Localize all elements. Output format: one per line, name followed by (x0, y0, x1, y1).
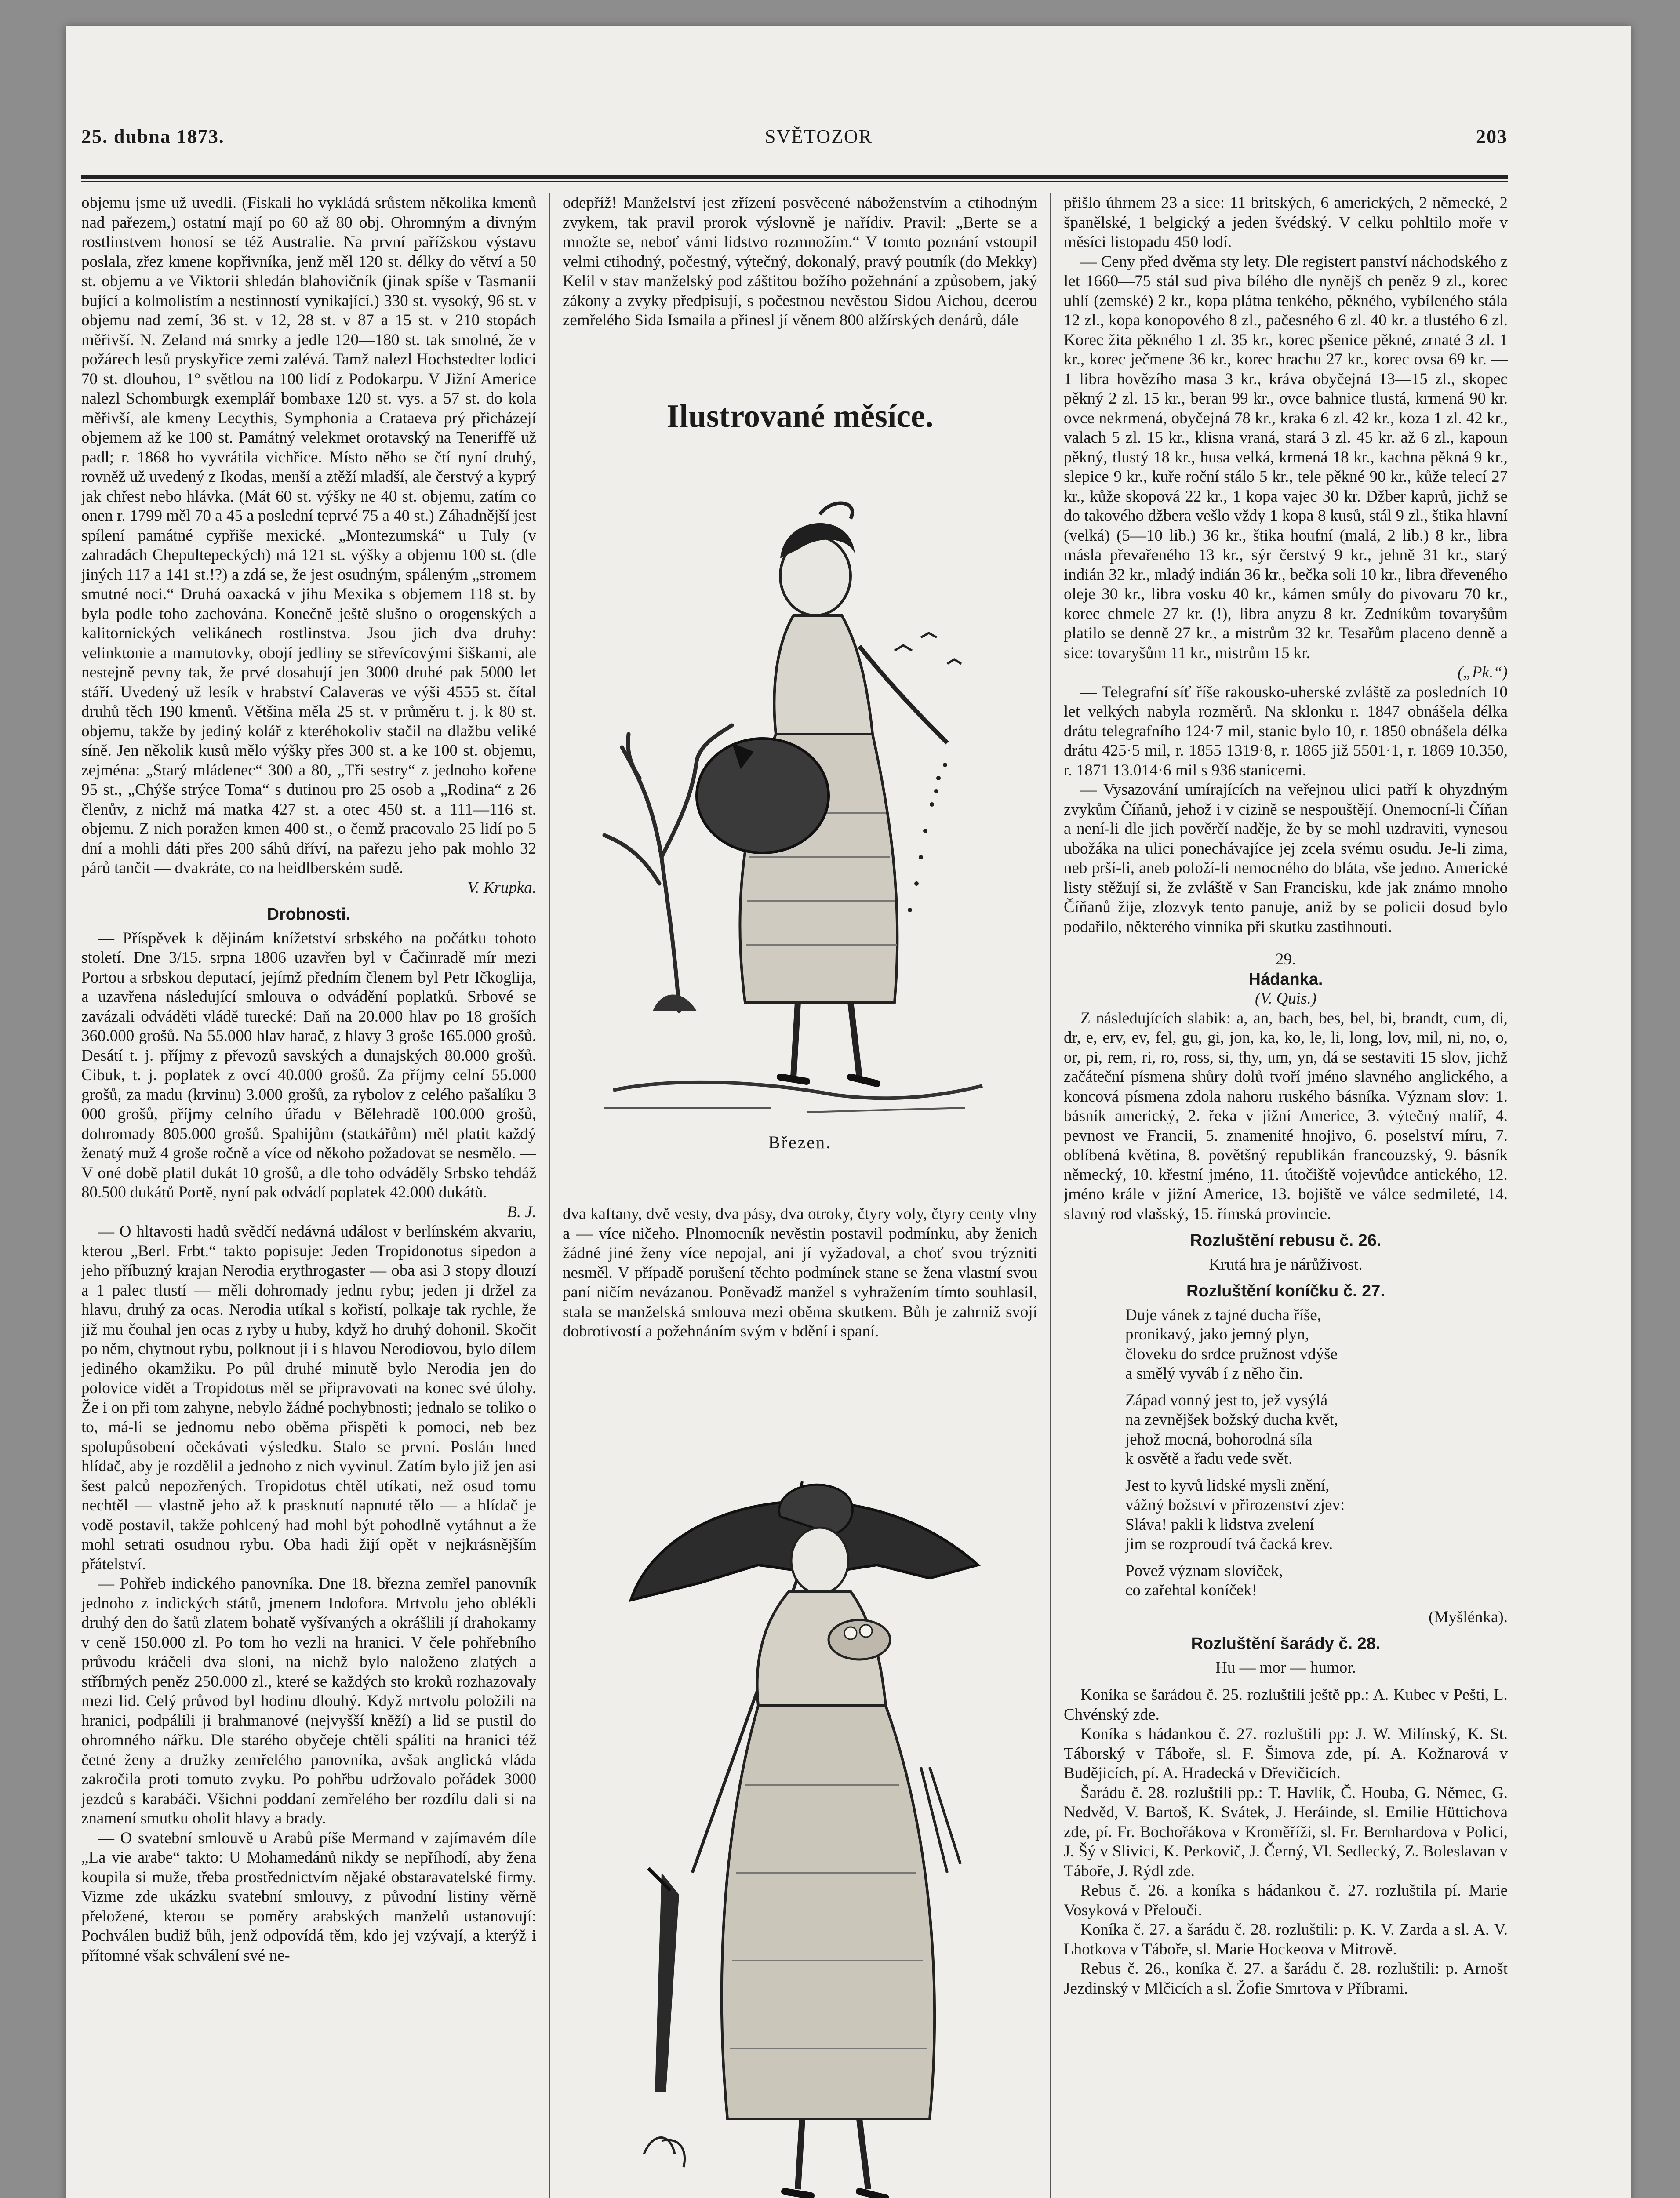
illustration-april (613, 1433, 1009, 2198)
article-paragraph: — Vysazování umírajících na veřejnou ulici patří k ohyzdným zvykům Číňanů, jehož i v cizině se nespouštějí. Onemocní-li Číňan a není-li dle jich pověrčí naděje, že by se mohl uzdraviti, vynesou ubožáka na ulici ponechávajíce jej zcela svému osudu. Je-li zima, neb prší-li, aneb položí-li nemocného do bláta, vše jedno. Americké listy stěžují si, že zvláště v San Francisku, kde jak známo mnoho Číňanů žije, zlozvyk tento panuje, aniž by se policii dosud bylo podařilo, některého vinníka při skutku zastihnouti. (1064, 781, 1508, 936)
header-rule-thin (81, 181, 1508, 182)
column-right (1064, 193, 1508, 2198)
article-paragraph: — Pohřeb indického panovníka. Dne 18. března zemřel panovník jednoho z indických států, jmenem Indofora. Mrtvolu jeho oblékli druhý den do šatů zlatem bohatě vyšívaných a okrášlili jí drahokamy v ceně 150.000 zl. Po tom ho vezli na hranici. V čele pohřebního průvodu kráčeli dva sloni, na nichž bylo naloženo zlatých a stříbrných peněz 250.000 zl., které se každých sto kroků rozhazovaly mezi lid. Celý průvod byl hodinu dlouhý. Když mrtvolu položili na hranici, podpálili ji brahmanové (nejvyšší kněží) a lid se pustil do ohromného nářku. Dle starého obyčeje chtěli spáliti na hranici též četné ženy a družky zemřelého panovníka, avšak anglická vláda zakročila proti tomuto zvyku. Po pohřbu udržovalo pořádek 3000 jezdců s karabáči. Všichni poddaní zemřelého ber rozdílu dali si na znamení smutku oholit hlavy a brady. (81, 1575, 536, 1827)
illustration-caption: Březen. (768, 1132, 832, 1152)
solvers-list: Koníka č. 27. a šarádu č. 28. rozluštili: p. K. V. Zarda a sl. A. V. Lhotkova v Táboře, sl. Marie Hockeova v Mitrově. (1064, 1921, 1508, 1958)
article-paragraph: přišlo úhrnem 23 a sice: 11 britských, 6 amerických, 2 německé, 2 španělské, 1 belgický a jeden švédský. V celku pohltilo moře v měsíci listopadu 450 lodí. (1064, 194, 1508, 251)
column-divider (1050, 193, 1051, 2198)
page-header (81, 125, 1508, 165)
solvers-list: Koníka s hádankou č. 27. rozluštili pp: J. W. Milínský, K. St. Táborský v Táboře, sl. F. Šimova zde, pí. A. Kožnarová v Budějicích, pí. A. Hradecká v Dřevičicích. (1064, 1725, 1508, 1782)
illustration-march (587, 462, 1004, 1139)
solvers-list: Rebus č. 26., koníka č. 27. a šarádu č. 28. rozluštili: p. Arnošt Jezdinský v Mlčicích a sl. Žofie Smrtova v Příbrami. (1064, 1960, 1508, 1998)
poem-source: (Myšlénka). (1429, 1608, 1508, 1626)
journal-title: SVĚTOZOR (765, 126, 873, 147)
article-paragraph: odepříž! Manželství jest zřízení posvěcené náboženstvím a ctihodným zvykem, tak pravil prorok výslovně je nařídiv. Pravil: „Berte se a množte se, neboť vámi lidstvo rozmnožím.“ V tomto poznání vstoupil velmi ctihodný, počestný, výtečný, dokonalý, pravý poutník (do Mekky) Kelil v stav manželský pod záštitou božího požehnání a způsobem, jaký zákony a zvyky předpisují, s počestnou nevěstou Sidou Aichou, dcerou zemřelého Sida Ismaila a přinesl jí věnem 800 alžírských denárů, dále (563, 194, 1037, 329)
sarada-solution-title: Rozluštění šarády č. 28. (1191, 1634, 1381, 1653)
author-signature: V. Krupka. (467, 878, 536, 897)
rebus-solution: Krutá hra je nárůživost. (1209, 1255, 1363, 1274)
source-signature: („Pk.“) (1457, 663, 1508, 681)
page-number: 203 (1476, 126, 1508, 147)
column-middle-top (563, 193, 1037, 387)
author-signature: B. J. (507, 1203, 536, 1221)
column-middle-mid (563, 1205, 1037, 1407)
riddle-author: (V. Quis.) (1255, 990, 1317, 1008)
article-paragraph: — O hltavosti hadů svědčí nedávná událost v berlínském akvariu, kterou „Berl. Frbt.“ takto popisuje: Jeden Tropidonotus sipedon a jeho příbuzný krajan Nerodia erythrogaster — oba asi 3 stopy dlouzí a 1 palec tlustí — měli dohromady jednu rybu; jeden ji držel za hlavu, druhý za ocas. Nerodia utíkal s kořistí, polkaje tak rychle, že již mu čouhal jen ocas z ryby u huby, když ho druhý dohonil. Skočit po něm, chytnout rybu, polknout ji i s hlavou Nerodiovou, bylo dílem jediného okamžiku. Po půl druhé minutě bylo Nerodia jen do polovice vidět a Tropidotus měl se připravovati na konec své úlohy. Že i on při tom zahyne, nebylo žádné pochybnosti; jednalo se toliko o to, má-li se jednomu nebo oběma přispěti k pomoci, neb bez spolupůsobení očekávati výsledku. Stalo se první. Poslán hned hlídač, aby je rozdělil a jednoho z nich vyvinul. Zatím bylo již jen asi šest palců nepozřených. Tropidotus chtěl utíkati, než osud tomu nechtěl — vlastně jeho až k prasknutí napnuté tělo — a hlídač je vodě postavil, takže pohlcený had mohl být pohodlně vytáhnut a že mohl setrati osudnou rybu. Oba hadi žijí opět v nejkrásnějším přátelství. (81, 1223, 536, 1573)
article-paragraph: objemu jsme už uvedli. (Fiskali ho vykládá srůstem několika kmenů nad pařezem,) ostatní mají po 60 až 80 obj. Ohromným a divným rostlinstvem honosí se též Australie. Na první pařížskou výstavu poslala, zřez kmene kopřivníka, jenž měl 120 st. délky do větví a 50 st. objemu a ve Viktorii shledán blahovičník (jinak spíše v Tasmanii bující a kolmolistím a nestinností vynikající.) 330 st. vysoký, 96 st. v objemu nad zemí, 36 st. v 12, 28 st. v 87 a 15 st. v 210 stopách měřivší. N. Zeland má smrky a jedle 120—180 st. tak smolné, že v požárech lesů pryskyřice zemi zalévá. Tamž nalezl Hochstedter lodici 70 st. dlouhou, 1° světlou na 100 lidí z Podokarpu. V Jižní Americe nalezl Schomburgk exemplář bombaxe 120 st. vys. a 57 st. do kola měřivší, ale kmeny Lecythis, Symphonia a Crataeva prý přicházejí objemem až ke 100 st. Památný velekmet orotavský na Teneriffě už padl; r. 1868 ho vyvrátila vichřice. Místo něho se čtí nyní druhý, rovněž už uvedený z Ikodas, menší a ztěží mladší, ale čerstvý a kyprý jak chřest nebo hlávka. (Mát 60 st. výšky ne 40 st. objemu, zatím co onen r. 1799 měl 70 a 45 a poslední teprvé 75 a 40 st.) Záhadnější jest spílení památné cypřiše mexické. „Montezumská“ u Tuly (v zahradách Chepultepeckých) má 121 st. výšky a objemu 100 st. (dle jiných 117 a 141 st.!?) a zdá se, že jest osudným, spáleným „stromem smutné noci.“ Druhá oaxacká v jihu Mexika s objemem 118 st. by byla podle toho zachována. Konečně ještě slušno o orogenských a kalitornických velikánech rostlinstva. Jsou jich dva druhy: velinktonie a mamutovky, obojí jedliny se střevícovými šiškami, ale nestejně pevny tak, že prvé dosahují jen 3000 druhé pak 5000 let stáří. Uvedený už lesík v hrabství Calaveras ve výši 4555 st. čítal druhů těch 190 kmenů. Většina měla 25 st. v průměru t. j. k 80 st. objemu, takže by jediný kolář z kteréhokoliv stačil na dlažbu veliké síně. Jen několik kusů mělo výšky přes 300 st. a ke 100 st. objemu, zejména: „Starý mládenec“ 300 a 80, „Tři sestry“ z jednoho kořene 95 st., „Chýše strýce Toma“ s dutinou pro 25 osob a „Rodina“ z 26 členův, z nichž má matka 427 st. a otec 450 st. a 111—116 st. objemu. Z nich poražen kmen 400 st., o čemž pracovalo 25 lidí po 5 dní a mohli dáti přes 200 sáhů dříví, na pařezu jeho pak mohlo 32 párů tančit — dvakráte, co na heidlberském sudě. (81, 194, 536, 877)
article-paragraph: dva kaftany, dvě vesty, dva pásy, dva otroky, čtyry voly, čtyry centy vlny a — více ničeho. Plnomocník nevěstin postavil podmínku, aby ženich žádné jiné ženy více nepojal, ani jí vyžadoval, a choť svou trýzniti nesměl. V případě porušení těchto podmínek stane se žena vlastní svou paní ničím nevázanou. Poněvadž manžel s vyhražením tímto souhlasil, stala se manželská smlouva mezi oběma skutkem. Bůh je zahrniž svojí dobrotivostí a požehnáním svým v bdění i spaní. (563, 1205, 1037, 1340)
poem-stanza: Duje vánek z tajné ducha říše, pronikavý, jako jemný plyn, človeku do srdce pružnost vdýše a smělý vyváb í z něho čin. (1125, 1306, 1338, 1383)
article-paragraph: — O svatební smlouvě u Arabů píše Mermand v zajímavém díle „La vie arabe“ takto: U Mohamedánů nikdy se nepříhodí, aby žena koupila si muže, třeba prostřednictvím nějaké obstaravatelské firmy. Vizme zde ukázku svatební smlouvy, z původní listiny věrně přeložené, kterou se poměry arabských manželů ustanovují: Pochválen budiž bůh, jenž odpovídá těm, kdo jej vzývají, a kterýž i přítomné však schválení své ne- (81, 1829, 536, 1965)
riddle-title: Hádanka. (1248, 970, 1323, 989)
poem-stanza: Západ vonný jest to, jež vysýlá na zevnějšek božský ducha květ, jehož mocná, bohorodná síla k osvětě a řadu vede svět. (1125, 1391, 1338, 1468)
solvers-list: Šarádu č. 28. rozluštili pp.: T. Havlík, Č. Houba, G. Němec, G. Nedvěd, V. Bartoš, K. Svátek, J. Heráinde, sl. Emilie Hüttichova zde, pí. Fr. Bochořákova v Kroměříži, sl. Fr. Bernhardova v Polici, J. Šý v Slivici, K. Perkovič, J. Černý, Vl. Sedlecký, Z. Boleslavan v Táboře, J. Rýdl zde. (1064, 1783, 1508, 1880)
header-rule (81, 175, 1508, 179)
article-paragraph: — Příspěvek k dějinám knížetství srbského na počátku tohoto století. Dne 3/15. srpna 1806 uzavřen byl v Čačinradě mír mezi Portou a srbskou deputací, jejímž předním členem byl Petr Ičkoglija, a uzavřena následující smlouva o odvádění poplatků. Srbové se zavázali odváděti vládě turecké: Daň na 20.000 hlav po 18 groších 360.000 grošů. Na 55.000 hlav harač, z hlavy 3 groše 165.000 grošů. Desátí t. j. příjmy z převozů savských a dunajských 80.000 grošů. Cibuk, t. j. poplatek z ovcí 40.000 grošů. Za příjmy celní 55.000 grošů, za madu (krvinu) 3.000 grošů, za rybolov z celého pašalíku 3 000 grošů, příjmy celního úřadu v Bělehradě 100.000 grošů, dohromady 805.000 grošů. Spahijům (statkářům) měl platit každý ženatý muž 4 groše ročně a více od někoho požadovat se nesmělo. — V oné době platil dukát 10 grošů, a dle toho odváděly Srbsko tehdáž 80.500 dukátů Portě, nyní pak odvádí poplatek 42.000 dukátů. (81, 929, 536, 1201)
article-paragraph: — Telegrafní síť říše rakousko-uherské zvláště za posledních 10 let velkých nabyla rozměrů. Na sklonku r. 1847 obnášela délka drátu telegrafního 124·7 mil, stanic bylo 10, r. 1850 obnášela délka drátu 425·5 mil, r. 1855 1319·8, r. 1865 již 5501·1, r. 1869 10.350, r. 1871 13.014·6 mil s 936 stanicemi. (1064, 683, 1508, 779)
rebus-solution-title: Rozluštění rebusu č. 26. (1190, 1231, 1382, 1250)
riddle-text: Z následujících slabik: a, an, bach, bes, bel, bi, brandt, cum, di, dr, e, erv, ev, fel, gu, gi, jon, ka, ko, le, li, long, lov, mil, ni, no, o, or, pi, rem, ri, ro, ross, si, thy, um, yn, dá se sestaviti 15 slov, jichž začáteční písmena shůry dolů tvoří jméno slavného anglického, a koncová písmena zdola nahoru ruského básníka. Význam slov: 1. básník americký, 2. řeka v jižní Americe, 3. výtečný malíř, 4. pevnost ve Francii, 5. znamenité hnojivo, 6. poselství míru, 7. oblíbená květina, 8. povětšný republikán francouzský, 9. básník německý, 10. křestní jméno, 11. útočiště vojevůdce antického, 12. jméno krále v jižní Americe, 13. bojiště ve válce sedmileté, 14. slavný rod vlašský, 15. římská provincie. (1064, 1009, 1508, 1223)
riddle-number: 29. (1275, 950, 1296, 968)
sarada-solution: Hu — mor — humor. (1215, 1658, 1356, 1677)
column-divider (549, 193, 550, 2198)
illustration-title: Ilustrované měsíce. (666, 398, 934, 434)
solvers-list: Koníka se šarádou č. 25. rozluštili ještě pp.: A. Kubec v Pešti, L. Chvénský zde. (1064, 1686, 1508, 1724)
poem-stanza: Jest to kyvů lidské mysli znění, vážný božství v přirozenství zjev: Sláva! pakli k lidstva zvelení jim se rozproudí tvá čacká krev. (1125, 1476, 1345, 1553)
section-heading: Drobnosti. (267, 905, 351, 924)
konicek-solution-title: Rozluštění koníčku č. 27. (1186, 1282, 1385, 1300)
poem-stanza: Povež význam slovíček, co zařehtal koníček! (1125, 1561, 1283, 1599)
issue-date: 25. dubna 1873. (81, 126, 225, 147)
article-paragraph: — Ceny před dvěma sty lety. Dle registert panství náchodského z let 1660—75 stál sud piva bílého dle nynějš ch peněz 9 zl., korec uhlí (zemské) 2 kr., kopa plátna tenkého, pěkného, vybíleného stála 12 zl., kopa konopového 8 zl., pačesného 6 zl. 40 kr. a tlustého 6 zl. Korec žita pěkného 1 zl. 35 kr., korec pšenice pěkné, zrnaté 3 zl. 1 kr., korec ječmene 36 kr., korec hrachu 27 kr., korec ovsa 69 kr. — 1 libra hovězího masa 3 kr., kráva obyčejná 13—15 zl., skopec pěkný 2 zl. 15 kr., beran 99 kr., ovce bahnice tlustá, krmená 90 kr. ovce nekrmená, obyčejná 78 kr., kraka 6 zl. 42 kr., koza 1 zl. 42 kr., valach 5 zl. 15 kr., klisna vraná, stará 3 zl. 45 kr. až 6 zl., kapoun pěkný, tlustý 18 kr., husa velká, krmená 18 kr., kachna pěkná 9 kr., slepice 9 kr., kuře roční stálo 5 kr., tele pěkné 90 kr., kůže telecí 27 kr., kůže skopová 22 kr., 1 kopa vajec 30 kr. Džber kaprů, jichž se do takového džbera vešlo vždy 1 kopa 8 kusů, stál 9 zl., štika hlavní (velká) (5—10 lib.) 36 kr., štika houfní (malá, 2 lib.) 8 kr., libra másla převařeného 13 kr., sýr čerstvý 9 kr., jehně 31 kr., starý indián 32 kr., mladý indián 36 kr., bečka soli 10 kr., libra dřeveného oleje 30 kr., libra vosku 40 kr., kámen smůly do pivovaru 70 kr., korec chmele 27 kr. (!), libra anyzu 8 kr. Zedníkům tovaryšům platilo se denně 27 kr., a mistrům 32 kr. Tesařům placeno denně a sice: tovaryšům 11 kr., mistrům 15 kr. (1064, 252, 1508, 662)
solvers-list: Rebus č. 26. a koníka s hádankou č. 27. rozluštila pí. Marie Vosyková v Přelouči. (1064, 1881, 1508, 1919)
column-left (81, 193, 536, 2198)
